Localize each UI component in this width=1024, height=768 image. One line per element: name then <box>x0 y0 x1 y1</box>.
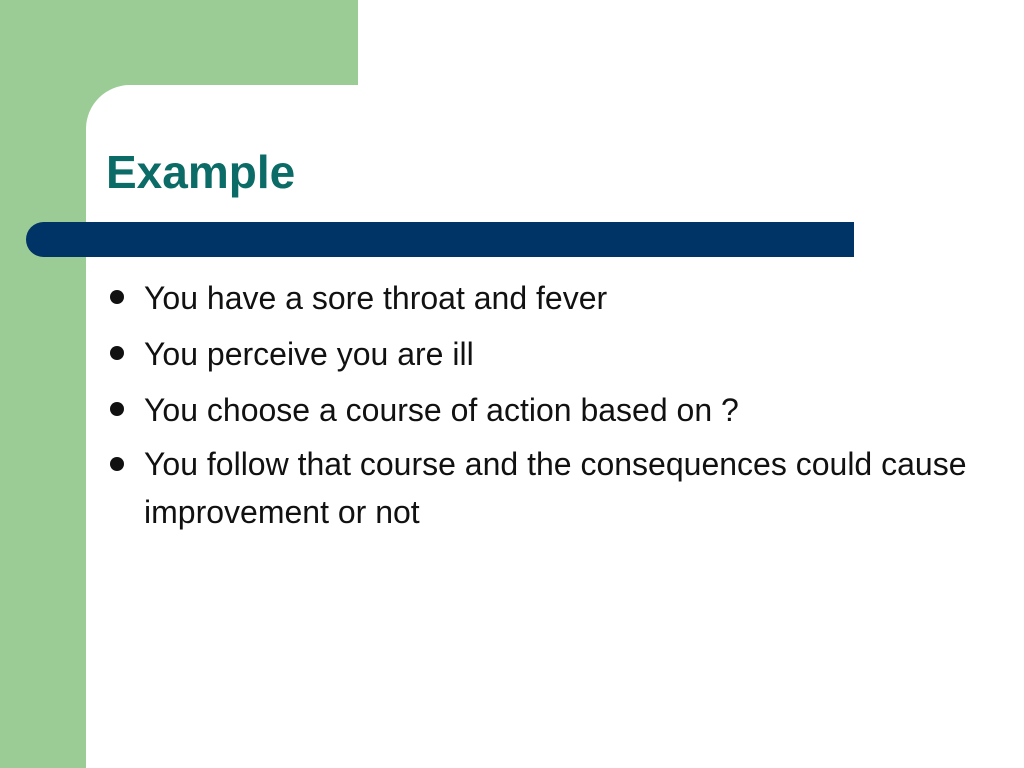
bullet-dot-icon <box>110 457 124 471</box>
bullet-item-4 <box>106 440 986 536</box>
bullet-item-1 <box>106 272 986 324</box>
bullet-item-2 <box>106 328 986 380</box>
bullet-item-3 <box>106 384 986 436</box>
bullet-text-1: You have a sore throat and fever <box>144 280 608 316</box>
slide-title: Example <box>106 146 296 198</box>
bullet-dot-icon <box>110 402 124 416</box>
bullet-text-2: You perceive you are ill <box>144 336 474 372</box>
bullet-text-3: You choose a course of action based on ? <box>144 392 739 428</box>
bullet-text-4: You follow that course and the consequences could cause improvement or not <box>144 446 967 530</box>
bullet-list <box>106 272 986 540</box>
bullet-dot-icon <box>110 290 124 304</box>
bullet-dot-icon <box>110 346 124 360</box>
title-underline-bar <box>26 222 854 257</box>
